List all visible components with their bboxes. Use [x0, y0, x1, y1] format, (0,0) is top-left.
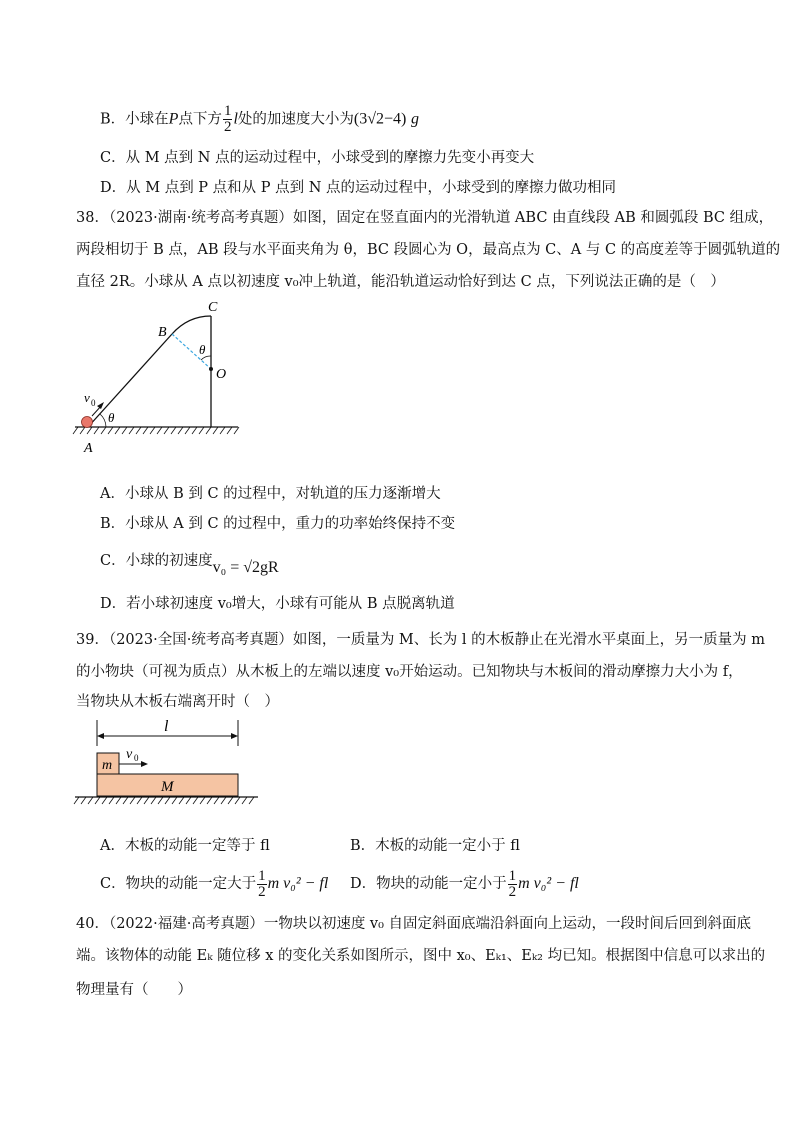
q38-track-figure [70, 296, 250, 461]
v0-label: v [84, 390, 90, 405]
q39-option-b: B．木板的动能一定小于 fl [350, 838, 520, 854]
theta-a: θ [108, 410, 115, 425]
q40-stem-line1: 40．（2022·福建·高考真题）一物块以初速度 v₀ 自固定斜面底端沿斜面向上运动，一段时间后回到斜面底 [76, 916, 752, 932]
q38-option-c: C．小球的初速度v₀ = √2gR [100, 553, 279, 576]
q39-option-d: D．物块的动能一定小于 $\frac{1}{2}$ m v₀² − fl [350, 867, 579, 900]
q38-option-d: D．若小球初速度 v₀增大，小球有可能从 B 点脱离轨道 [100, 596, 455, 612]
label-a: A [84, 441, 93, 456]
q39-option-a: A．木板的动能一定等于 fl B．木板的动能一定小于 fl [100, 838, 520, 854]
v0-sub: 0 [91, 398, 96, 408]
fraction: $\frac{1}{2}$ [258, 867, 266, 900]
q37-option-c: C．从 M 点到 N 点的运动过程中，小球受到的摩擦力先变小再变大 [100, 150, 535, 166]
q37-option-b: B．小球在P点下方 $\frac{1}{2}$ l处的加速度大小为(3√2−4) g [100, 103, 419, 135]
fraction: $\frac{1}{2}$ [508, 867, 517, 900]
label-m: m [102, 758, 113, 773]
fraction: $\frac{1}{2}$ [223, 103, 232, 135]
label-b: B [158, 325, 167, 340]
q38-stem-line1: 38．（2023·湖南·统考高考真题）如图，固定在竖直面内的光滑轨道 ABC 由直线段 AB 和圆弧段 BC 组成， [76, 210, 774, 226]
q38-stem-line3: 直径 2R。小球从 A 点以初速度 v₀冲上轨道，能沿轨道运动恰好到达 C 点，下列说法正确的是（ ） [76, 274, 725, 290]
label-o: O [216, 367, 227, 382]
q39-stem-line3: 当物块从木板右端离开时（ ） [76, 694, 279, 710]
q39-stem-line2: 的小物块（可视为质点）从木板上的左端以速度 v₀开始运动。已知物块与木板间的滑动摩擦力大小为 f， [76, 664, 743, 680]
theta-o: θ [199, 342, 206, 357]
q37-option-d: D．从 M 点到 P 点和从 P 点到 N 点的运动过程中，小球受到的摩擦力做功相同 [100, 180, 617, 196]
label-big-m: M [161, 779, 174, 795]
label-l: l [164, 718, 169, 735]
q39-option-c: C．物块的动能一定大于 $\frac{1}{2}$ m v₀² − fl D．物块的动能一定小于 $\frac{1}{2}$ m v₀² − fl [100, 867, 579, 900]
q38-option-a: A．小球从 B 到 C 的过程中，对轨道的压力逐渐增大 [100, 486, 441, 502]
q38-stem-line2: 两段相切于 B 点，AB 段与水平面夹角为 θ，BC 段圆心为 O，最高点为 C、A 与 C 的高度差等于圆弧轨道的 [76, 242, 781, 258]
q39-stem-line1: 39．（2023·全国·统考高考真题）如图，一质量为 M、长为 l 的木板静止在光滑水平桌面上，另一质量为 m [76, 632, 765, 648]
q38-option-b: B．小球从 A 到 C 的过程中，重力的功率始终保持不变 [100, 516, 456, 532]
v0-sub: 0 [134, 753, 139, 763]
q40-stem-line2: 端。该物体的动能 Eₖ 随位移 x 的变化关系如图所示，图中 x₀、Eₖ₁、Eₖ₂ 均已知。根据图中信息可以求出的 [76, 948, 766, 964]
v0-label: v [126, 747, 133, 762]
q39-board-figure [70, 716, 260, 812]
v0-formula: v₀ = √2gR [212, 559, 279, 576]
label-c: C [208, 300, 218, 315]
q40-stem-line3: 物理量有（ ） [76, 982, 192, 998]
